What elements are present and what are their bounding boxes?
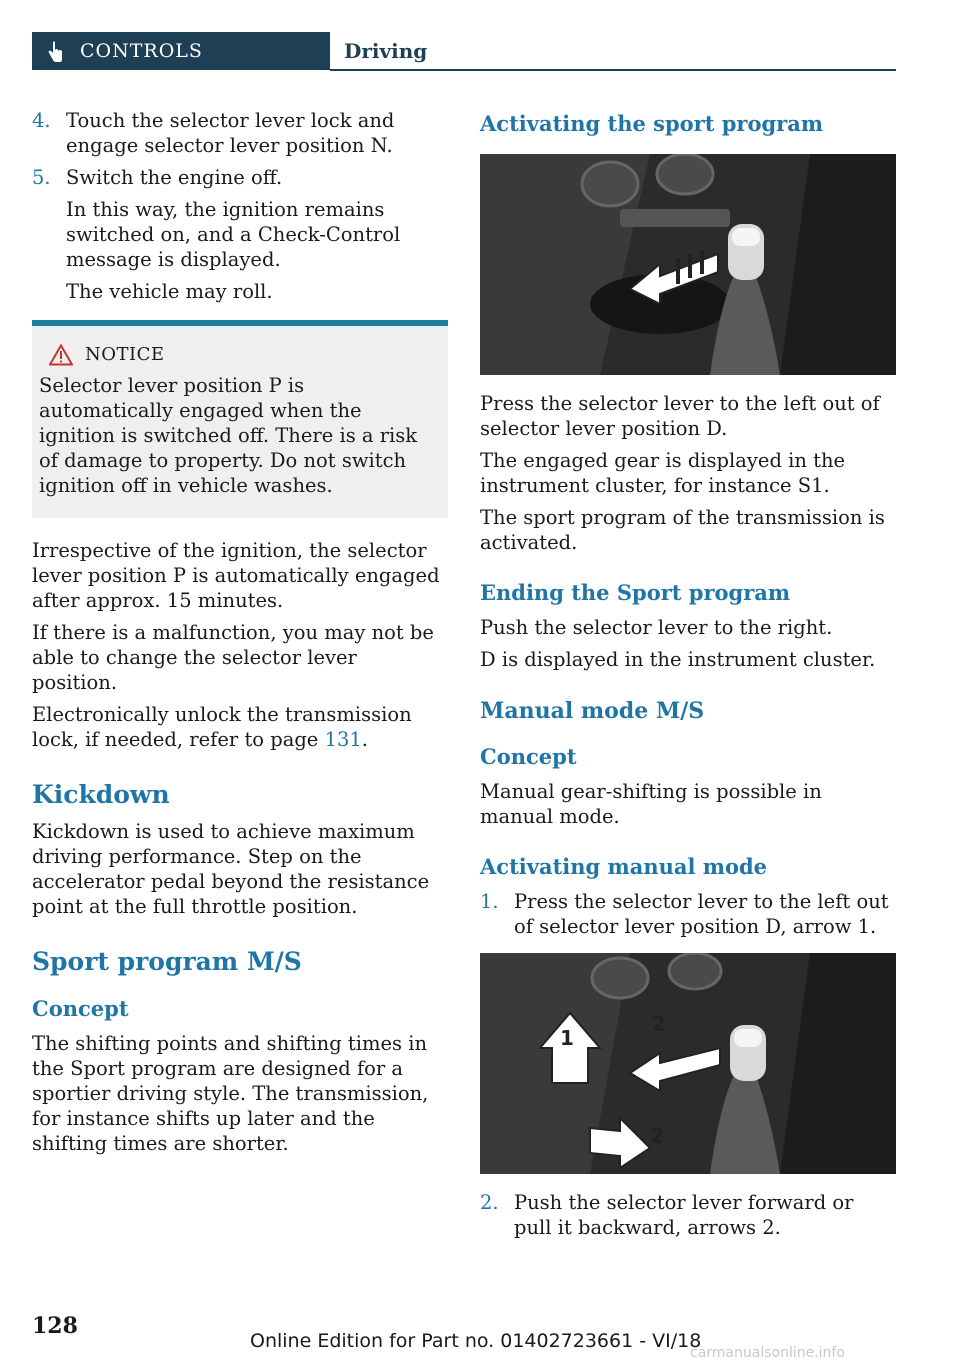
selector-lever-photo-sport bbox=[480, 154, 896, 375]
paragraph: Manual gear-shifting is possible in manual mode. bbox=[480, 780, 822, 828]
step-5-detail: In this way, the ignition remains switched on, and a Check-Control message is displayed. bbox=[66, 198, 401, 271]
step-text: Push the selector lever forward or pull it backward, arrows 2. bbox=[514, 1191, 854, 1239]
step-2 bbox=[480, 1190, 896, 1240]
paragraph-text: Electronically unlock the transmission lock, if needed, refer to page bbox=[32, 703, 412, 751]
notice-text: Selector lever position P is automatically engaged when the ignition is switched off. There is a risk of damage to property. Do not switch ignition off in vehicle washes. bbox=[39, 374, 418, 497]
heading-sport-program: Sport program M/S bbox=[32, 947, 302, 976]
heading-activating-sport: Activating the sport program bbox=[480, 111, 824, 136]
paragraph: Press the selector lever to the left out of selector lever position D. bbox=[480, 392, 880, 440]
notice-box bbox=[32, 320, 448, 518]
notice-label: NOTICE bbox=[85, 344, 165, 365]
arrow-label: 2 bbox=[652, 1012, 666, 1036]
step-text: Touch the selector lever lock and engage selector lever position N. bbox=[66, 109, 395, 157]
paragraph: D is displayed in the instrument cluster. bbox=[480, 648, 876, 671]
step-text: Press the selector lever to the left out of selector lever position D, arrow 1. bbox=[514, 890, 889, 938]
heading-manual-mode: Manual mode M/S bbox=[480, 698, 705, 724]
step-number: 1. bbox=[480, 890, 499, 913]
paragraph: The sport program of the transmission is activated. bbox=[480, 506, 885, 554]
hand-pointer-icon bbox=[46, 41, 64, 63]
page-header bbox=[32, 32, 896, 72]
header-rule bbox=[330, 69, 896, 71]
left-column bbox=[32, 108, 448, 1163]
step-text: Switch the engine off. bbox=[66, 166, 283, 189]
step-4 bbox=[32, 108, 448, 158]
step-5-note: The vehicle may roll. bbox=[66, 280, 273, 303]
right-column bbox=[480, 108, 896, 1247]
step-5 bbox=[32, 165, 448, 190]
step-number: 2. bbox=[480, 1191, 499, 1214]
section-tab bbox=[32, 32, 330, 70]
page-number: 128 bbox=[32, 1313, 78, 1339]
page-link[interactable]: 131 bbox=[324, 728, 362, 751]
heading-ending-sport: Ending the Sport program bbox=[480, 580, 791, 605]
step-1 bbox=[480, 889, 896, 939]
paragraph: Irrespective of the ignition, the selector lever position P is automatically engaged after approx. 15 minutes. bbox=[32, 539, 440, 612]
paragraph: The shifting points and shifting times in the Sport program are designed for a sportier driving style. The transmission, for instance shifts up later and the shifting times are shorter. bbox=[32, 1032, 429, 1155]
chapter-title: Driving bbox=[344, 39, 428, 63]
step-number: 4. bbox=[32, 109, 51, 132]
warning-triangle-icon bbox=[49, 344, 73, 366]
section-label: CONTROLS bbox=[80, 40, 203, 62]
selector-lever-photo-manual bbox=[480, 953, 896, 1174]
notice-header bbox=[39, 342, 440, 367]
heading-concept: Concept bbox=[480, 744, 577, 769]
watermark: carmanualsonline.info bbox=[690, 1345, 845, 1361]
paragraph-end: . bbox=[361, 728, 368, 751]
heading-activating-manual: Activating manual mode bbox=[480, 854, 768, 879]
paragraph: The engaged gear is displayed in the instrument cluster, for instance S1. bbox=[480, 449, 846, 497]
edition-line: Online Edition for Part no. 01402723661 - VI/18 bbox=[250, 1330, 702, 1352]
paragraph: Push the selector lever to the right. bbox=[480, 616, 833, 639]
heading-kickdown: Kickdown bbox=[32, 780, 170, 809]
step-number: 5. bbox=[32, 166, 51, 189]
paragraph: Kickdown is used to achieve maximum driving performance. Step on the accelerator pedal beyond the resistance point at the full throttle position. bbox=[32, 820, 430, 918]
paragraph: If there is a malfunction, you may not be able to change the selector lever position. bbox=[32, 621, 434, 694]
paragraph bbox=[32, 702, 448, 752]
heading-concept: Concept bbox=[32, 996, 129, 1021]
arrow-label: 1 bbox=[560, 1026, 574, 1050]
arrow-label: 2 bbox=[650, 1124, 664, 1148]
